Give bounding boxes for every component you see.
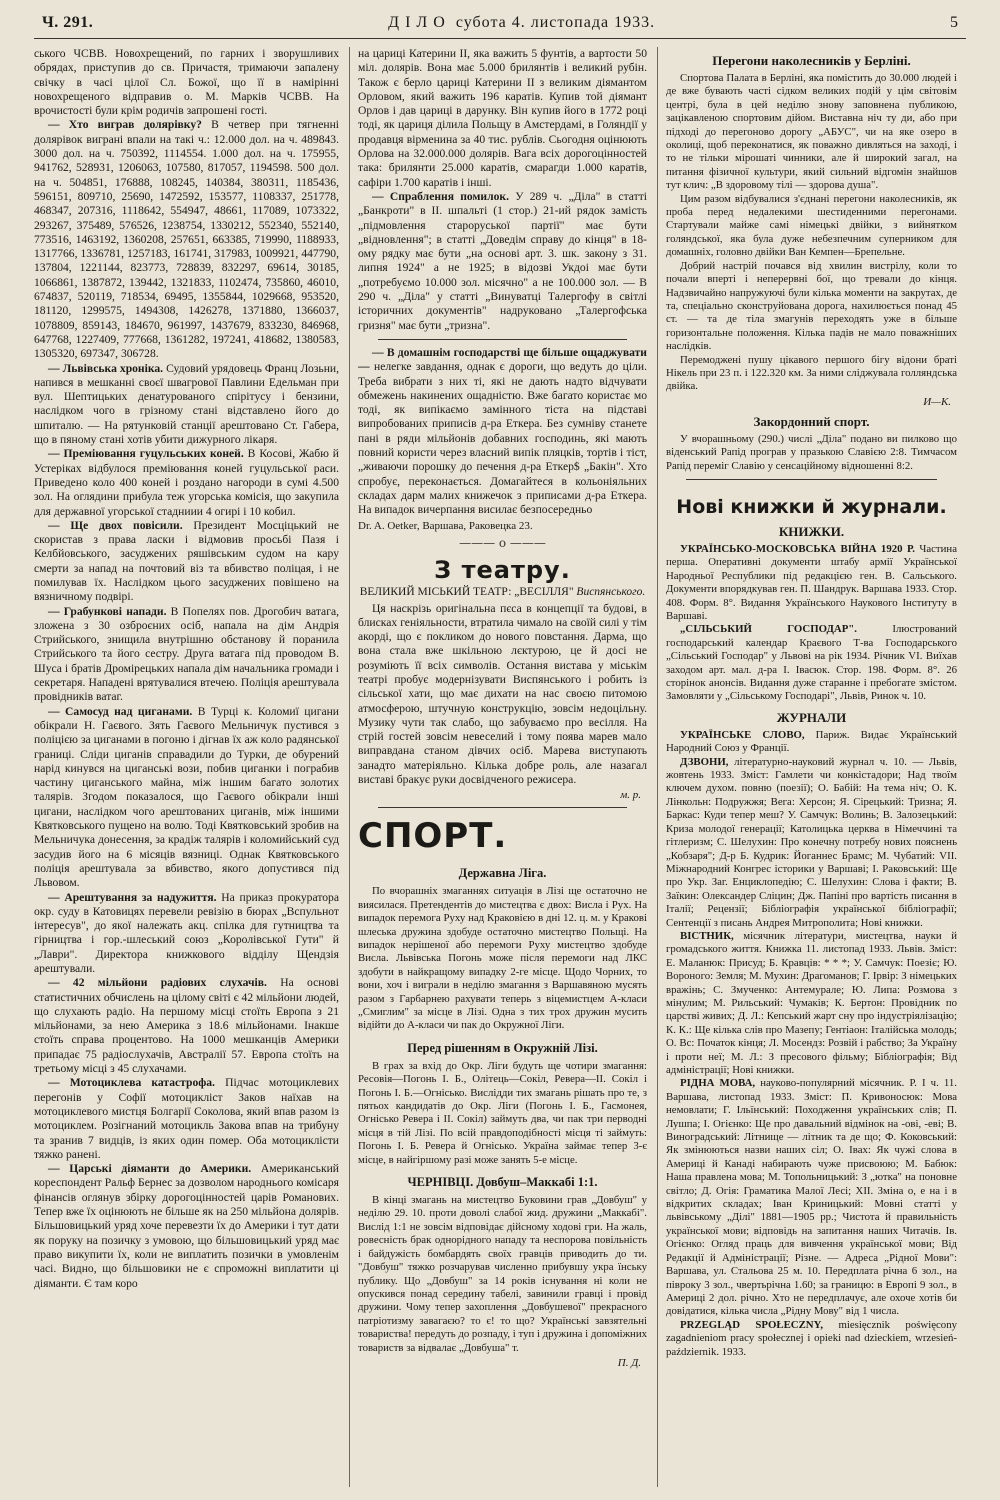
news-item bbox=[34, 447, 339, 518]
news-text: У 289 ч. „Діла" в статті „Банкроти" в II. шпальті (1 стор.) 21-ий рядок замість „підмовлення староруської партії" має бути „відновлення"; в статті „Доведім справу до кінця" в 18-ому рядку має бути „на основі арт. 3. шк. закону з 31. липня 1924" а не 1925; в відозві Укдоі має бути „потребуємо 10.000 зол. місячно" а не 100.000 зол. — В 290 ч. „Діла" у статті „Винуватці Талергофу в світлі історичних документів" надруковано „Талергофська гризня" має бути „тризна". bbox=[358, 189, 647, 332]
news-heading: — Львівська хроніка. bbox=[48, 361, 164, 375]
ad-text: нелегке завдання, однак є дороги, що ведуть до ціли. Треба вибрати з них ті, які не дають надто відчувати обмежень накинених ощадністю. Вже багато користає мо тоді, як випікаємо замінного тіста на підставі випробованих приписів д-ра Еткера. Без сумніву станете пані в ряди мільйонів добавних господинь, які мають повний користи через власний випік пляцків, тортів і тіст, „живаючи порошку до печення д-ра Еткер$ „Бакін". Хто спробує, переконається. Домагайтеся в кольоніяльних складах дарм малих книжечок з приписами д-ра Еткера. На випадок вичерпання висилає безпосередньо bbox=[358, 360, 647, 517]
article-paragraph: на цариці Катерини II, яка важить 5 фунтів, а вартости 50 міл. долярів. Вона має 5.000 брилянтів і великий рубін. Також є берло цариці Катерини II з великим діямантом Орловом, який важить 196 каратів. Купив той діямант Орлов і дав цариці в дарунку. Він купив його в 1772 році тоді, як цариця ділила Польщу в Амстердамі, в Голяндії у продавця вірменина за 40 тис. рублів. Сьогодня оцінюють Орлова на 32.000.000 долярів. Вага всіх дорогоцінностей така: брилянти 25.000 каратів, смарагди 1.000 каратів, сафіри 1.700 каратів і інші. bbox=[358, 47, 647, 189]
advertisement bbox=[358, 346, 647, 518]
book-entry bbox=[666, 623, 957, 703]
sport-section-title: СПОРТ. bbox=[358, 816, 508, 857]
ad-signature: Dr. A. Oetker, Варшава, Раковецка 23. bbox=[358, 519, 533, 532]
column-1 bbox=[34, 47, 339, 1487]
sport-heading: Державна Ліга. bbox=[458, 866, 547, 881]
news-text: На основі статистичних обчислень на цілому світі є 42 мільйони людей, що слухають радіо. На першому місці стоїть Европа з 21 мільйонами, за нею Америка з 18.6 мільйонами. Інакше стоїть справа процентово. На 1000 мешканців Америки припадає 75 радіослухачів, Австралії 57. Европа стоїть на третьому місці з 45 слухачами. bbox=[34, 976, 339, 1076]
book-description: Частина перша. Оперативні документи штабу армії Української Народньої Республики під редакцією ген. В. Сальського. Документи впорядкував ген. П. Шандрук. Варшава 1933. Стор. 408. Форм. 8°. Видання Українського Наукового Інституту в Варшаві. bbox=[666, 542, 957, 622]
news-heading: — Хто виграв долярівку? bbox=[48, 118, 202, 132]
news-item bbox=[358, 190, 647, 333]
theatre-author: Виспянського. bbox=[576, 585, 646, 598]
article-paragraph: ського ЧСВВ. Новохрещений, по гарних і зворушливих обрядах, приступив до св. Причастя, тримаючи запалену свічку в часі цілої Сл. Божої, що її в намірінні новохрещеного відправив о. М. Марків ЧСВВ. На врочистості були крім родичів запрошені гості. bbox=[34, 47, 339, 118]
news-item bbox=[34, 605, 339, 705]
book-entry bbox=[666, 543, 957, 623]
journal-title: ВІСТНИК, bbox=[680, 929, 734, 942]
review-text: Ця наскрізь оригінальна пєса в концепції та будові, в блисках геніяльности, втратила чимало на своїй силі у тім акорді, що є покликом до нового повстання. Дарма, що вона стала вже шкільною лєктурою, це й досі не розуміють її всіх символів. Остання вистава у міськім театрі пробує модернізувати Виспянського і робить із сільської хати, що має дихати на нас своєю питомою атмосферою, штучную конструкцію, зовсім недоцільну. Музику чути так слабо, що забуваємо про весілля. На стрій гостей зовсім невеселий і тому поява марев мало виправдана станом дівчих осіб. Марева виступають занадто матеріяльно. Кілька добре роль, але назагал виставі бракує руки досвідченого режисера. bbox=[358, 601, 647, 787]
journal-description: Париж. Видає Український Народний Союз у Франції. bbox=[666, 728, 957, 755]
sport-text: В грах за вхід до Окр. Ліги будуть ще чотири змагання: Ресовія—Погонь І. Б., Олітець—Сокіл, Ревера—II. Сокіл і Погонь І. Б.—Огнісько. Вислідди тих змагань рішать про те, з пятьох кандидатів до Окр. Ліги (Погонь І. Б., Гасмонея, Огнісько Ревера і II. Сокіл) займуть два, чи пак три перводні місця в тій Лізі. По всій правдоподібності місця ті займуть: Погонь І. Б. Ревера й Огнісько. Україна займає тепер 3-є місце, в найгіршому разі може занять 5-е місце. bbox=[358, 1059, 647, 1166]
journal-description: miesięcznik poświęcony zagadnieniom pracy społecznej i opieki nad dzieckiem, wrzesień-październik. 1933. bbox=[666, 1318, 957, 1358]
sport-text: В кінці змагань на мистецтво Буковини грав „Довбуш" у неділю 29. 10. проти доволі слабої жид. дружини „Маккабі". Вислід 1:1 не зовсім відповідає дійсному ходові гри. На жаль, ровесність брак однорідного нападу та неспорова повільність і байдужість бомбардять своїх гравців приводить до ти. "Довбуш" тяжко розчарував численно прибувшу укра їнську публику. Що „Довбуш" за 14 років існування ні коли не опускився понад середину табелі, завинили гравці і провід дружини. Чому тепер захоплення „Довбушевої" прекрасного патріотизму завагаєю? то є! то що? Українські завзятельні товариства! передуть до розпаду, і туп і дружина і допоміжних товариств за відвалає „Довбуша" т. bbox=[358, 1194, 647, 1354]
journal-title: РІДНА МОВА, bbox=[680, 1077, 756, 1090]
news-text: Судовий урядовець Франц Лозьни, напився в мешканні своєї швагрової Павлини Едельман при вул. Шептицьких денатурованого спірітусу і бензини, наслідком чого в грізному стані відставлено його до шпиталю. — На рятунковій станції арештовано Ст. Габера, що в пяному стані хотів убити дижурного лікаря. bbox=[34, 361, 339, 447]
journal-description: науково-популярний місячник. Р. І ч. 11. Варшава, листопад 1933. Зміст: П. Кривоносюк: Мова немовлати; Г. Ільїнський: Походження українських слів; П. Лушпа; І. Огієнко: Ще про давальний відмінок на -ові, -еві; В. Виноградський: Літнище — літник та де що; Ф. Коковський: Як змінюються назви наших сіл; О. Івах: Як чужі слова в Америці й Канаді набирають чуже присвоюю; М. Бабюк: Наша правлена мова; М. Топольницький: З „ютка" на поновне світло; Д. Огія: Граматика Малої Лесі; ХІІ. Зміна о, е на і в відкритих складах; Іван Криницький: Мовні статті у львівському „Ділі" 1881—1905 рр.; Чистота й правильність української мови; відповідь на запитання наших Читачів. Iв. Огієнко: Огляд праць для вивчення української мови; Від Редакції й Адміністрації; Різне. — Адреса „Рідної Мови": Варшава, ул. Стальова 25 м. 10. Передплата річна 6 зол., на півроку 3 зол., чвертьрічна 1.60; за границю: в Европі 9 зол., в Америці 2 дол. річно. Хто не передплачує, але охоче хотів би довідатися, кілька числа „Рідну Мову" від 1 числа. bbox=[666, 1077, 957, 1318]
news-item bbox=[34, 705, 339, 891]
columns bbox=[34, 47, 966, 1487]
page-number: 5 bbox=[949, 14, 958, 31]
review-signature: м. р. bbox=[620, 789, 641, 802]
divider bbox=[686, 479, 937, 480]
news-item bbox=[34, 118, 339, 361]
news-heading: — Царські діяманти до Америки. bbox=[48, 1162, 252, 1176]
news-heading: — Самосуд над циганами. bbox=[48, 704, 193, 718]
sport-text: Перемоджені пушу цікавого першого бігу відони браті Нікель при 23 п. і 122.320 км. За ними сліджувала голляндська двійка. bbox=[666, 353, 957, 393]
journal-entry bbox=[666, 1319, 957, 1359]
journal-entry bbox=[666, 1077, 957, 1318]
news-text: Американський кореспондент Ральф Бернес за дозволом народнього комісаря фінансів оглянув збірку дорогоцінностей царів Романових. Тепер вже їх оцінюють не більше як на 250 мільйона долярів. Більшовицький уряд хоче перевезти їх до Америки і тут дати як поруку на позичку з умовою, що більшовицький уряд має право викупити їх, коли не виплатить позички в умовленім часі. Видно, що більшовики не є спроможні виплатити ці діяманти. Є там коро bbox=[34, 1162, 339, 1290]
journal-description: літературно-науковий журнал ч. 10. — Львів, жовтень 1933. Зміст: Гамлети чи конкістадори; Над твоїм ключем духом. повню (поезії); О. Бабій: На тема ніч; О. К. Лінкольн: Подружжя; Вега: Херсон; Я. Сірецький: Тризна; Я. Баркас: Куди тепер меш? У. Самчук: Волинь; В. Залозецький: Криза молодої генерації; Католицька церква в Німеччині та гітлеризм; С. Шелухин: Про конечну потребу нових пояснень „Кобзаря"; Д-р Б. Кудрик: Йоганнес Брамс; М. Чубатий: VII. Міжнародний Конгрес історики у Варшаві; І. Раковський: Ще про Укр. Заг. Енциклопедію; С. Шелухин: Слова і факти; В. Заїкин: Олександер Сліцин; Дж. Папіні про вартість писання в Італії; Рецензії; Бібліографія української бібліографії; Сентенції з писань Андрея Митрополита; Нові книжки. bbox=[666, 755, 957, 929]
books-section-title: Нові книжки й журнали. bbox=[676, 495, 947, 518]
news-text: В Косові, Жабю й Устеріках відбулося преміювання коней гуцульської раси. Приведено коло 400 коней і роздано нагороди в сумі 4.500 зол. На оглядини прибула теж угорська комісія, що закупила для державної угорської стадниии 4 огирі і 10 кобил. bbox=[34, 447, 339, 518]
sport-text: Цим разом відбувалися з'єднані перегони наколесників, як проба перед недалекими шестиденними перегонами. Стартували майже самі німецькі двійки, з вийнятком голяндської, яка була дуже небезпечним суперником для домашніх, головно двійки Ван Кемпен—Брепельне. bbox=[666, 192, 957, 259]
journal-entry bbox=[666, 729, 957, 756]
news-heading: — Преміювання гуцульських коней. bbox=[48, 447, 244, 461]
divider bbox=[378, 339, 627, 340]
issue-number: Ч. 291. bbox=[42, 14, 94, 31]
theatre-subtitle bbox=[358, 586, 647, 598]
news-text: В четвер при тягненні долярівок виграні впали на такі ч.: 12.000 дол. на ч. 489843. 3000 дол. на ч. 750392, 1114554. 1.000 дол. на ч. 175955, 941762, 528931, 1206063, 107580, 817057, 1194598. 500 дол. на ч. 504851, 176888, 108245, 140384, 380311, 1185436, 596151, 809710, 25690, 1472592, 153577, 1108337, 251778, 468347, 207316, 1118642, 554947, 48661, 117089, 1073322, 293267, 375489, 576526, 1238754, 1330212, 552340, 552140, 773516, 1463192, 1360208, 257651, 663385, 719990, 1188933, 1317766, 1336781, 1257183, 161741, 317983, 1009921, 447790, 137804, 1221144, 823773, 728839, 832297, 69614, 30185, 1066861, 1387872, 139442, 1321833, 1102474, 735860, 46010, 674837, 520119, 718534, 69495, 1355844, 1029668, 953520, 181120, 1299575, 1494308, 1426278, 1371880, 1366037, 1078809, 859143, 184670, 961997, 1437679, 833230, 846968, 647768, 1227409, 777668, 1361282, 197241, 418682, 1380583, 1305320, 697347, 306728. bbox=[34, 118, 339, 361]
news-item bbox=[34, 1162, 339, 1291]
sport-text: У вчорашньому (290.) числі „Діла" подано ви пилково що віденський Рапід програв у празькою Славією 2:8. Тимчасом Рапід переміг Славію у сенсаційному відношенні 8:2. bbox=[666, 432, 957, 472]
sport-signature: И—К. bbox=[923, 395, 951, 408]
book-title: УКРАЇНСЬКО-МОСКОВСЬКА ВІЙНА 1920 Р. bbox=[680, 542, 915, 555]
news-text: В Попелях пов. Дрогобич ватага, зложена з 30 озброєних осіб, напала на дім Андрія Стрийського, знищила внутрішню обстанову й поранила Стрийського та його сестру. Друга ватага під проводом В. Шуса і братів Дромірецьких напала дім начальника громади і секретаря. Нападені врятувалися втечею. Поліція арештувала провідників ватаг. bbox=[34, 604, 339, 704]
news-item bbox=[34, 891, 339, 977]
books-subheading: КНИЖКИ. bbox=[778, 523, 845, 539]
masthead-line bbox=[388, 14, 655, 32]
news-heading: — Грабункові напади. bbox=[48, 604, 167, 618]
journals-subheading: ЖУРНАЛИ bbox=[776, 709, 847, 725]
page-header bbox=[34, 14, 966, 39]
news-text: Президент Мосціцький не скористав з права ласки і відмовив просьбі Пазя і Келбйовського, засуджених ряшівським судом на кару смерти за напад на почтовий віз та вбивство поліцая, і не помилував їх. Наслідком цього засуджених повішено на вязничному подвірі. bbox=[34, 518, 339, 604]
journal-entry bbox=[666, 756, 957, 930]
sport-heading: ЧЕРНІВЦІ. Довбуш–Маккабі 1:1. bbox=[407, 1175, 598, 1190]
column-2 bbox=[349, 47, 647, 1487]
news-heading: — Арештування за надужиття. bbox=[48, 890, 217, 904]
theatre-name: ВЕЛИКИЙ МІСЬКИЙ ТЕАТР: „ВЕСІЛЛЯ" bbox=[359, 585, 574, 598]
journal-title: PRZEGLĄD SPOŁECZNY, bbox=[680, 1318, 824, 1331]
news-item bbox=[34, 1076, 339, 1162]
journal-title: ДЗВОНИ, bbox=[680, 755, 729, 768]
divider bbox=[378, 807, 627, 808]
news-heading: — Спраблення помилок. bbox=[372, 189, 509, 203]
ornament-divider: ——— o ——— bbox=[459, 535, 546, 550]
paper-name: ДІЛО bbox=[388, 14, 451, 31]
news-item bbox=[34, 519, 339, 605]
sport-text: По вчорашніх змаганнях ситуація в Лізі ще остаточно не виясилася. Претендентів до мистецтва є двох: Висла і Рух. На випадок перемога Руху над Краковією в дні 12. ц. м. у Кракові шлеська дружина здобуде остаточно мистецтво Польщі. На випадок нерішеної або перемоги Руху мистецтво здобуде Висла. Львівська Погонь може після перемоги над ЛКС здобути в найкращому випадку 2-ге місце. Щодо Чорних, то вони, хоч і виграли в неділю змагання з Варшавяною мусять разом з Гарбарнею рахувати теперь з віцемистцем А-класи „Смиглим" за місце в Лізі. Одна з тих трох дружин мусить відійти до А-класи чи пак до Окружної Ліги. bbox=[358, 885, 647, 1032]
news-heading: — Ще двох повісили. bbox=[48, 518, 183, 532]
journal-title: УКРАЇНСЬКЕ СЛОВО, bbox=[680, 728, 805, 741]
journal-description: місячник літератури, мистецтва, науки й громадського життя. Книжка 11. листопад 1933. Львів. Зміст: Е. Маланюк: Присуд; Б. Кравців: * * *; У. Самчук: Поезіє; Ю. Вороного: Земля; М. Мухин: Драгоманов; Г. Ірвір: З німецьких вражінь; С. Змученко: Антемурале; Ю. Липа: Розмова з мінулим; М. Рильський: Чумаків; К. Бертон: Провідник по царстві живих; Д. Л.: Кепський жарт сну про індустріялізацію; К. К.: Ще кілька слів про Мазепу; Гентіаон: Італійська молодь; О. Вс: Початок кінця; Л. Мосендз: Розвій і рабство; За Україну і проти неї; М. Л.: З пресового фільму; Бібліографія; Від адміністрації; Нові книжки. bbox=[666, 929, 957, 1076]
news-text: В Турці к. Коломиї цигани обікрали Н. Гаєвого. Зять Гаєвого Мельничук пустився з поліцією за циганами в погоню і дігнав їх аж коло радянської границі. Сліди циганів справадили до Турки, де обурений нарід кинувся на циганські вози, побив циганки і пограбив частину циганського майна, між іншим багато золотих талярів. Згодом показалося, що Гаєвого обікрали інші цигани, наслідком чого арештованих циганів, між іншими Квятковського пущено на волю. Тоді Квятковський зробив на Мельничука донесення, за крадіж талярів і коломийський суд засудив його на 6 місяців вязниці. Однак Квятковського поліція арештувала за вбивство, якого допустився під Львовом. bbox=[34, 704, 339, 890]
sport-text: Добрий настрій почався від хвилин вистрілу, коли то почали вперті і неперервні бої, що тревали до кінця. Надзвичайно напружуючі були кілька моменти на закрутах, де та, спеціально сконструйована дорога, нахилюється понад 45 ст. — та де тіла змагунів переходять уже в більше горизонтальне положення. Кілька падів не мало поважніших наслідків. bbox=[666, 259, 957, 353]
column-3 bbox=[657, 47, 957, 1487]
sport-heading: Закордонний спорт. bbox=[753, 413, 870, 429]
sport-heading: Перегони наколесників у Берліні. bbox=[712, 53, 911, 68]
sport-signature: П. Д. bbox=[617, 1356, 641, 1369]
book-description: Ілюстрований господарський календар Краєвого Т-ва Господарського „Сільський Господар" у Львові на рік 1934. Річник VI. Виїхав заходом арт. мал. д-ра І. Івасюк. Стор. 198. Форм. 8°. 26 сторінок анонсів. Видання дуже старанне і пребогате змістом. Замовляти у „Сільському Господарі", Львів, Ринок ч. 10. bbox=[666, 623, 957, 703]
issue-date: субота 4. листопада 1933. bbox=[455, 14, 656, 31]
news-heading: — 42 мільйони радіових слухачів. bbox=[48, 976, 267, 990]
news-item bbox=[34, 362, 339, 448]
news-item bbox=[34, 976, 339, 1076]
sport-heading: Перед рішенням в Окружній Лізі. bbox=[407, 1040, 598, 1055]
news-text: Підчас мотоциклевих перегонів у Софії мотоцикліст Заков наїхав на мотоциклевого мистця Болгарії Соколова, який впав разом із мотоциклем. Розігнаний мотоцикль Закова впав на трибуну та зранив 7 видців, із яких один помер. Оба мотоциклісти тяжко ранені. bbox=[34, 1076, 339, 1161]
sport-text: Спортова Палата в Берліні, яка помістить до 30.000 людей і де вже бувають часті сідком великих подій у цім світовім центрі, була в цей неділю знову заповнена публикою, зацікавленою спортовим дійом. Виставна ніч ту ди, або при підході до перегоново дорогу „АБУС", чи на яке озеро в околиці, щоб переконатися, як поважно дивляться на заході, і то не тільки мірошаті чинники, але й широкий загал, на питання фізичної культури, який сильний відгомін знайшов тут клич: „В здоровому тілі — здорова душа". bbox=[666, 72, 957, 192]
journal-entry bbox=[666, 930, 957, 1077]
theatre-section-title: З театру. bbox=[434, 555, 571, 584]
book-title: „СІЛЬСЬКИЙ ГОСПОДАР". bbox=[680, 623, 857, 636]
ad-heading: — В домашнім господарстві ще більше ощаджувати — bbox=[358, 345, 647, 374]
news-heading: — Мотоциклева катастрофа. bbox=[48, 1076, 215, 1090]
news-text: На приказ прокуратора окр. суду в Катовицях перевели ревізію в бюрах „Вспульнот інтересув", до якої належать акц. спілка для гутництва та гірництва і гор.-шлеський союз „Королівської Гути" й „Лаври". Директора книжкового відділу Щендзія арештували. bbox=[34, 890, 339, 975]
